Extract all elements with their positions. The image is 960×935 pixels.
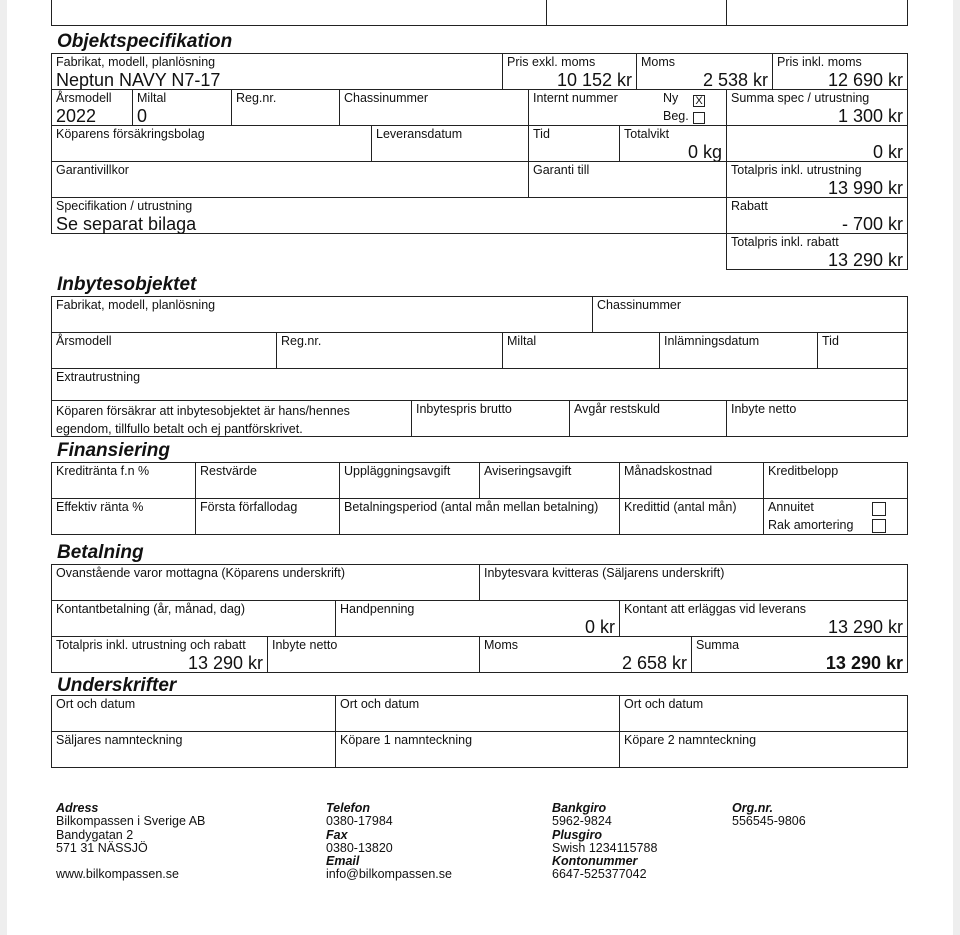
kvitteras-label: Inbytesvara kvitteras (Säljarens underskrift) bbox=[484, 566, 725, 580]
kreditbelopp-label: Kreditbelopp bbox=[768, 464, 839, 478]
inbyte-arsmodell-label: Årsmodell bbox=[56, 334, 112, 348]
footer-email-link[interactable]: info@bilkompassen.se bbox=[326, 867, 452, 882]
inbyte-extra-cell bbox=[51, 368, 908, 401]
kreditbelopp-cell bbox=[763, 462, 908, 499]
bet-moms-label: Moms bbox=[484, 638, 519, 652]
fabrikat-value: Neptun NAVY N7-17 bbox=[56, 70, 221, 90]
inbyte-netto-label: Inbyte netto bbox=[731, 402, 797, 416]
miltal-cell bbox=[132, 89, 232, 126]
footer-telefon-value: 0380-17984 bbox=[326, 814, 393, 829]
annuitet-checkbox[interactable] bbox=[872, 502, 886, 516]
inbyte-tid-cell bbox=[817, 332, 908, 369]
footer-orgnr-heading: Org.nr. bbox=[732, 801, 773, 815]
rabatt-label: Rabatt bbox=[731, 199, 768, 213]
footer-telefon-heading: Telefon bbox=[326, 801, 370, 815]
totalpris-cell bbox=[51, 636, 268, 673]
regnr-cell bbox=[231, 89, 340, 126]
internt-nummer-cell bbox=[528, 89, 727, 126]
saljare-namnteckning-label: Säljares namnteckning bbox=[56, 733, 183, 747]
chassinummer-label: Chassinummer bbox=[344, 91, 429, 105]
kontant-leverans-label: Kontant att erläggas vid leverans bbox=[624, 602, 807, 616]
inbyte-forsakrar-cell bbox=[51, 400, 412, 437]
upplaggning-label: Uppläggningsavgift bbox=[344, 464, 451, 478]
rak-amortering-checkbox[interactable] bbox=[872, 519, 886, 533]
forsakringsbolag-label: Köparens försäkringsbolag bbox=[56, 127, 205, 141]
section-title-finansiering: Finansiering bbox=[57, 440, 170, 461]
extra-value: 0 kr bbox=[872, 142, 903, 162]
specifikation-label: Specifikation / utrustning bbox=[56, 199, 193, 213]
summa-spec-value: 1 300 kr bbox=[837, 106, 903, 126]
inbyte-chassi-cell bbox=[592, 296, 908, 333]
ort-datum-2-cell bbox=[335, 695, 620, 732]
footer-swish-value: Swish 1234115788 bbox=[552, 840, 658, 855]
garanti-till-cell bbox=[528, 161, 727, 198]
forsta-forfallodag-cell bbox=[195, 498, 340, 535]
miltal-label: Miltal bbox=[137, 91, 167, 105]
chassinummer-cell bbox=[339, 89, 529, 126]
inbyte-forsakrar-label: Köparen försäkrar att inbytesobjektet är hans/hennes egendom, tillfullo betalt och ej pantförskrivet. bbox=[56, 404, 350, 436]
footer-adress bbox=[56, 802, 205, 882]
avisering-cell bbox=[479, 462, 620, 499]
ny-checkbox[interactable]: X bbox=[693, 95, 705, 107]
rak-amortering-label: Rak amortering bbox=[768, 518, 854, 532]
inbyte-brutto-cell bbox=[411, 400, 570, 437]
inbyte-miltal-cell bbox=[502, 332, 660, 369]
totalpris-rabatt-value: 13 290 kr bbox=[827, 250, 903, 270]
inbyte-regnr-cell bbox=[276, 332, 503, 369]
inbyte-chassi-label: Chassinummer bbox=[597, 298, 682, 312]
fabrikat-cell bbox=[51, 53, 503, 90]
footer-orgnr bbox=[732, 802, 806, 829]
footer-fax-heading: Fax bbox=[326, 827, 348, 842]
kopare2-namnteckning-label: Köpare 2 namnteckning bbox=[624, 733, 757, 747]
ort-datum-3-label: Ort och datum bbox=[624, 697, 704, 711]
inbyte-brutto-label: Inbytespris brutto bbox=[416, 402, 512, 416]
leveransdatum-label: Leveransdatum bbox=[376, 127, 463, 141]
footer-street: Bandygatan 2 bbox=[56, 827, 134, 842]
effektiv-ranta-cell bbox=[51, 498, 196, 535]
specifikation-value: Se separat bilaga bbox=[56, 214, 197, 234]
amortering-cell bbox=[763, 498, 908, 535]
beg-checkbox[interactable] bbox=[693, 112, 705, 124]
inbyte-extra-label: Extrautrustning bbox=[56, 370, 141, 384]
pris-inkl-value: 12 690 kr bbox=[827, 70, 903, 90]
kreditranta-label: Kreditränta f.n % bbox=[56, 464, 150, 478]
totalpris-value: 13 290 kr bbox=[187, 653, 263, 673]
restvarde-label: Restvärde bbox=[200, 464, 257, 478]
annuitet-label: Annuitet bbox=[768, 500, 814, 514]
footer-city: 571 31 NÄSSJÖ bbox=[56, 840, 148, 855]
rabatt-value: - 700 kr bbox=[841, 214, 903, 234]
garanti-till-label: Garanti till bbox=[533, 163, 590, 177]
pris-inkl-cell bbox=[772, 53, 908, 90]
internt-nummer-label: Internt nummer bbox=[533, 91, 618, 105]
email-cell bbox=[51, 0, 547, 26]
totalpris-label: Totalpris inkl. utrustning och rabatt bbox=[56, 638, 246, 652]
footer-bankgiro-heading: Bankgiro bbox=[552, 801, 607, 815]
mobiltelefon-cell bbox=[726, 0, 908, 26]
inbyte-restskuld-label: Avgår restskuld bbox=[574, 402, 660, 416]
inbyte-tid-label: Tid bbox=[822, 334, 839, 348]
summa-spec-label: Summa spec / utrustning bbox=[731, 91, 870, 105]
bet-moms-cell bbox=[479, 636, 692, 673]
totalpris-utrustning-label: Totalpris inkl. utrustning bbox=[731, 163, 862, 177]
section-title-objektspecifikation: Objektspecifikation bbox=[57, 31, 233, 52]
moms-label: Moms bbox=[641, 55, 676, 69]
summa-spec-cell bbox=[726, 89, 908, 126]
kredittid-cell bbox=[619, 498, 764, 535]
mottagna-cell bbox=[51, 564, 480, 601]
inbyte-fabrikat-cell bbox=[51, 296, 593, 333]
ort-datum-2-label: Ort och datum bbox=[340, 697, 420, 711]
arsmodell-label: Årsmodell bbox=[56, 91, 112, 105]
specifikation-cell bbox=[51, 197, 727, 234]
ort-datum-1-label: Ort och datum bbox=[56, 697, 136, 711]
footer-konto-heading: Kontonummer bbox=[552, 854, 638, 869]
handpenning-label: Handpenning bbox=[340, 602, 415, 616]
footer-telefon bbox=[326, 802, 452, 882]
arsmodell-cell bbox=[51, 89, 133, 126]
inbyte-regnr-label: Reg.nr. bbox=[281, 334, 322, 348]
section-title-inbytesobjektet: Inbytesobjektet bbox=[57, 274, 197, 295]
rabatt-cell bbox=[726, 197, 908, 234]
footer-company: Bilkompassen i Sverige AB bbox=[56, 814, 206, 829]
tid-label: Tid bbox=[533, 127, 550, 141]
effektiv-ranta-label: Effektiv ränta % bbox=[56, 500, 144, 514]
ny-label: Ny bbox=[663, 91, 679, 105]
moms-value: 2 538 kr bbox=[702, 70, 768, 90]
section-title-underskrifter: Underskrifter bbox=[57, 675, 177, 696]
footer-fax-value: 0380-13820 bbox=[326, 840, 393, 855]
bet-moms-value: 2 658 kr bbox=[621, 653, 687, 673]
bet-inbyte-netto-label: Inbyte netto bbox=[272, 638, 338, 652]
handpenning-value: 0 kr bbox=[584, 617, 615, 637]
totalpris-rabatt-cell bbox=[726, 233, 908, 270]
footer-adress-heading: Adress bbox=[56, 801, 99, 815]
kvitteras-cell bbox=[479, 564, 908, 601]
inbyte-fabrikat-label: Fabrikat, modell, planlösning bbox=[56, 298, 216, 312]
extra-value-cell bbox=[726, 125, 908, 162]
footer-konto-value: 6647-525377042 bbox=[552, 867, 647, 882]
kopare1-namnteckning-cell bbox=[335, 731, 620, 768]
pris-exkl-label: Pris exkl. moms bbox=[507, 55, 596, 69]
summa-value: 13 290 kr bbox=[825, 653, 903, 673]
moms-cell bbox=[636, 53, 773, 90]
footer-bankgiro-value: 5962-9824 bbox=[552, 814, 612, 829]
manadskostnad-label: Månadskostnad bbox=[624, 464, 713, 478]
arsmodell-value: 2022 bbox=[56, 106, 97, 126]
betalningsperiod-cell bbox=[339, 498, 620, 535]
miltal-value: 0 bbox=[137, 106, 148, 126]
kreditranta-cell bbox=[51, 462, 196, 499]
kontantbetalning-label: Kontantbetalning (år, månad, dag) bbox=[56, 602, 246, 616]
beg-label: Beg. bbox=[663, 109, 689, 123]
footer-email-heading: Email bbox=[326, 854, 360, 869]
section-title-betalning: Betalning bbox=[57, 542, 144, 563]
pris-inkl-label: Pris inkl. moms bbox=[777, 55, 862, 69]
kontantbetalning-cell bbox=[51, 600, 336, 637]
pris-exkl-cell bbox=[502, 53, 637, 90]
regnr-label: Reg.nr. bbox=[236, 91, 277, 105]
fabrikat-label: Fabrikat, modell, planlösning bbox=[56, 55, 216, 69]
restvarde-cell bbox=[195, 462, 340, 499]
totalpris-utrustning-cell bbox=[726, 161, 908, 198]
manadskostnad-cell bbox=[619, 462, 764, 499]
kontant-leverans-value: 13 290 kr bbox=[827, 617, 903, 637]
tid-cell bbox=[528, 125, 620, 162]
inbyte-netto-cell bbox=[726, 400, 908, 437]
avisering-label: Aviseringsavgift bbox=[484, 464, 572, 478]
totalvikt-cell bbox=[619, 125, 727, 162]
inbyte-arsmodell-cell bbox=[51, 332, 277, 369]
saljare-namnteckning-cell bbox=[51, 731, 336, 768]
forsakringsbolag-cell bbox=[51, 125, 372, 162]
footer-orgnr-value: 556545-9806 bbox=[732, 814, 806, 829]
totalvikt-label: Totalvikt bbox=[624, 127, 670, 141]
inbyte-miltal-label: Miltal bbox=[507, 334, 537, 348]
kopare2-namnteckning-cell bbox=[619, 731, 908, 768]
betalningsperiod-label: Betalningsperiod (antal mån mellan betalning) bbox=[344, 500, 599, 514]
kontant-leverans-cell bbox=[619, 600, 908, 637]
forsta-forfallodag-label: Första förfallodag bbox=[200, 500, 298, 514]
bet-inbyte-netto-cell bbox=[267, 636, 480, 673]
mottagna-label: Ovanstående varor mottagna (Köparens underskrift) bbox=[56, 566, 346, 580]
footer-website-link[interactable]: www.bilkompassen.se bbox=[56, 867, 179, 882]
inbyte-restskuld-cell bbox=[569, 400, 727, 437]
garantivillkor-label: Garantivillkor bbox=[56, 163, 129, 177]
inbyte-inlamning-label: Inlämningsdatum bbox=[664, 334, 760, 348]
pris-exkl-value: 10 152 kr bbox=[556, 70, 632, 90]
kredittid-label: Kredittid (antal mån) bbox=[624, 500, 737, 514]
footer-bank bbox=[552, 802, 657, 882]
footer-plusgiro-heading: Plusgiro bbox=[552, 827, 603, 842]
totalvikt-value: 0 kg bbox=[687, 142, 722, 162]
summa-label: Summa bbox=[696, 638, 740, 652]
ort-datum-3-cell bbox=[619, 695, 908, 732]
ort-datum-1-cell bbox=[51, 695, 336, 732]
totalpris-utrustning-value: 13 990 kr bbox=[827, 178, 903, 198]
summa-cell bbox=[691, 636, 908, 673]
handpenning-cell bbox=[335, 600, 620, 637]
inbyte-inlamning-cell bbox=[659, 332, 818, 369]
garantivillkor-cell bbox=[51, 161, 529, 198]
leveransdatum-cell bbox=[371, 125, 529, 162]
kopare1-namnteckning-label: Köpare 1 namnteckning bbox=[340, 733, 473, 747]
totalpris-rabatt-label: Totalpris inkl. rabatt bbox=[731, 235, 839, 249]
telefon-hem-cell bbox=[546, 0, 727, 26]
upplaggning-cell bbox=[339, 462, 480, 499]
